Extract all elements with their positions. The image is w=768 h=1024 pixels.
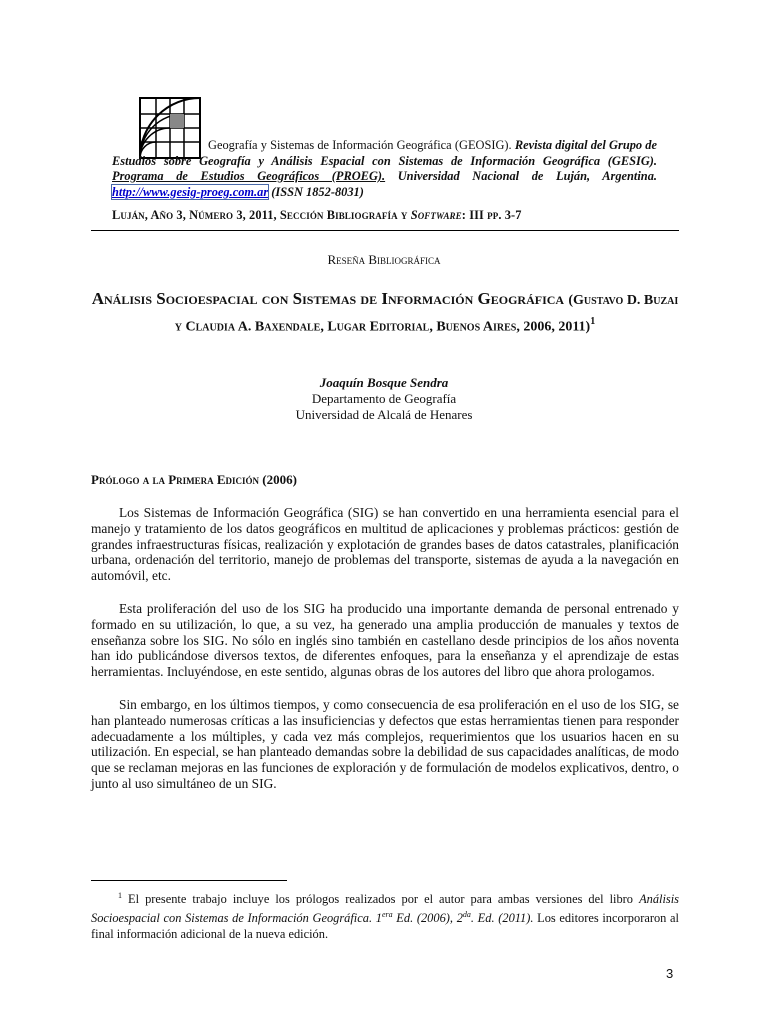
footnote-text-b: Los editores incorporaron al final información adicional de la nueva edición. xyxy=(91,911,679,942)
paragraph: Sin embargo, en los últimos tiempos, y como consecuencia de esa proliferación en el uso de los SIG, se han planteado numerosas críticas a las insuficiencias y defectos que estas herramientas tienen para responder adecuadamente a los múltiples, y cada vez más complejos, requerimientos que los usuarios hacen en su utilización. En especial, se han planteado demandas sobre la debilidad de sus capacidades analíticas, de modo que se reclaman mejoras en las funciones de exploración y de formulación de modelos explicativos, dentro, o junto al uso simultáneo de un SIG. xyxy=(91,696,679,791)
title-footnote-ref[interactable]: 1 xyxy=(590,316,596,327)
footnote-rule xyxy=(91,880,287,881)
footnote-sup-1: era xyxy=(381,910,393,920)
body-text xyxy=(91,505,679,809)
journal-url-link[interactable]: http://www.gesig-proeg.com.ar xyxy=(112,184,269,199)
paragraph: Esta proliferación del uso de los SIG ha producido una importante demanda de personal entrenado y formado en su utilización, lo que, a su vez, ha generado una amplia producción de manuales y textos de enseñanza sobre los SIG. No sólo en inglés sino también en castellano desde principios de los años noventa han ido publicándose diversos textos, de diferentes enfoques, para la enseñanza y el aprendizaje de estas herramientas. Incluyéndose, en este sentido, algunas obras de los autores del libro que ahora prologamos. xyxy=(91,600,679,680)
issue-line-main: Luján, Año 3, Número 3, 2011, Sección Bibliografía y xyxy=(112,208,408,222)
author-university: Universidad de Alcalá de Henares xyxy=(295,407,473,422)
section-heading: Prólogo a la Primera Edición (2006) xyxy=(91,472,297,487)
program-name: Programa de Estudios Geográficos (PROEG). xyxy=(112,169,386,184)
journal-description: Revista digital del Grupo de Estudios sobre Geografía y Análisis Espacial con Sistemas de Información Geográfica (GESIG). xyxy=(112,138,657,168)
university-name: Universidad Nacional de Luján, Argentina. xyxy=(397,169,657,184)
article-title xyxy=(91,288,679,338)
footnote-edition-2: . Ed. (2011). xyxy=(470,911,534,926)
footnote-edition-1: Ed. (2006), 2 xyxy=(392,911,463,926)
journal-citation xyxy=(112,138,657,200)
footnote-book-title: Análisis Socioespacial con Sistemas de Información Geográfica. 1 xyxy=(91,892,679,926)
header-rule xyxy=(91,230,679,231)
footnote-sup-2: da xyxy=(462,910,471,920)
section-label: Reseña Bibliográfica xyxy=(327,252,441,267)
title-subtitle: (Gustavo D. Buzai y Claudia A. Baxendale, Lugar Editorial, Buenos Aires, 2006, 2011) xyxy=(174,293,679,335)
paragraph: Los Sistemas de Información Geográfica (SIG) se han convertido en una herramienta esencial para el manejo y tratamiento de los datos geográficos en multitud de aplicaciones y problemas prácticos: gestión de grandes infraestructuras físicas, realización y explotación de grandes bases de datos catastrales, planificación urbana, ordenación del territorio, manejo de problemas del transporte, sistemas de ayuda a la navegación en automóvil, etc. xyxy=(91,505,679,584)
journal-name: Geografía y Sistemas de Información Geográfica (GEOSIG). xyxy=(208,138,512,152)
author-block xyxy=(0,375,768,423)
issue-line xyxy=(112,208,672,223)
issue-pages: : III pp. 3-7 xyxy=(461,208,522,222)
footnote xyxy=(91,888,679,942)
page-number: 3 xyxy=(666,966,674,981)
author-name: Joaquín Bosque Sendra xyxy=(319,375,449,390)
author-department: Departamento de Geografía xyxy=(311,391,457,406)
issue-software: Software xyxy=(410,208,462,222)
title-main: Análisis Socioespacial con Sistemas de Información Geográfica xyxy=(91,289,565,308)
issn: (ISSN 1852-8031) xyxy=(271,184,364,199)
footnote-text-a: El presente trabajo incluye los prólogos realizados por el autor para ambas versiones del libro xyxy=(128,892,634,907)
footnote-marker: 1 xyxy=(118,891,122,900)
